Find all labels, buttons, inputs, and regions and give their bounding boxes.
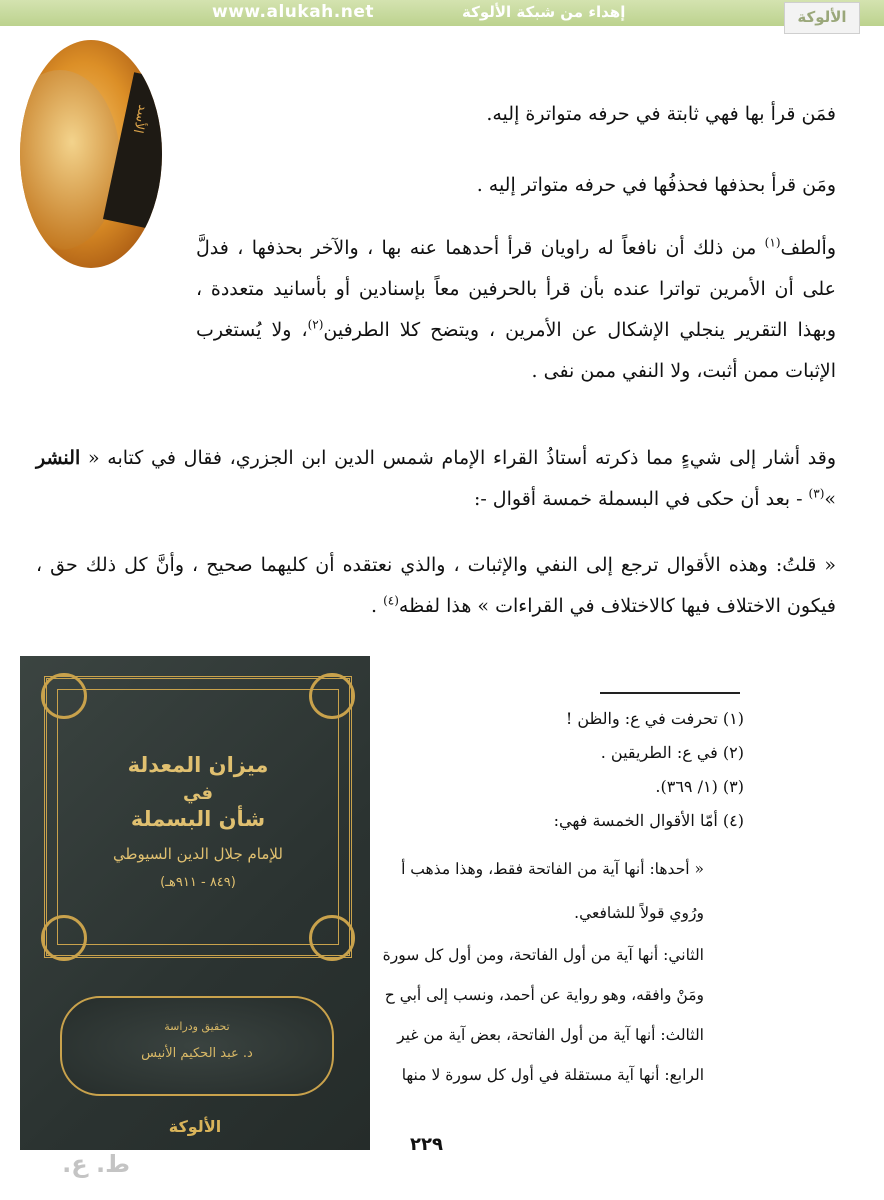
page-number: ٢٢٩ — [410, 1134, 443, 1155]
logo-text: الألوكة — [797, 8, 847, 26]
paragraph-4-end: - بعد أن حكى في البسملة خمسة أقوال -: — [473, 488, 803, 510]
book-dates: (٨٤٩ - ٩١١هـ) — [160, 875, 236, 890]
paragraph-5 — [36, 545, 836, 627]
lion-image — [20, 40, 162, 268]
corner-ornament-icon — [41, 915, 87, 961]
footnote-divider — [600, 692, 740, 694]
alukah-logo — [784, 2, 860, 34]
corner-ornament-icon — [309, 915, 355, 961]
watermark-logo: ط. ع. — [62, 1150, 130, 1178]
footnote-quote-line-4: ومَنْ وافقه، وهو رواية عن أحمد، ونسب إلى أبي ح — [384, 986, 704, 1004]
paragraph-1 — [196, 94, 836, 135]
paragraph-4-quote-close: » — [824, 488, 836, 510]
editor-label: تحقيق ودراسة — [164, 1020, 230, 1033]
book-cover — [20, 656, 370, 1150]
book-author: للإمام جلال الدين السيوطي — [113, 845, 283, 863]
top-banner — [0, 0, 884, 26]
paragraph-4-start: وقد أشار إلى شيءٍ مما ذكرته أستاذُ القراء الإمام شمس الدين ابن الجزري، فقال في كتابه « — [87, 447, 836, 469]
corner-ornament-icon — [309, 673, 355, 719]
paragraph-3-start: وألطف — [780, 237, 836, 259]
editor-plaque — [60, 996, 334, 1096]
book-title-line-1: ميزان المعدلة — [127, 753, 269, 777]
footnote-1: (١) تحرفت في ع: والظن ! — [565, 709, 744, 728]
corner-ornament-icon — [41, 673, 87, 719]
paragraph-3 — [196, 228, 836, 392]
footnote-3: (٣) (١/ ٣٦٩). — [655, 777, 744, 796]
book-title-line-2: في — [183, 783, 213, 804]
book-name-nashr: النشر — [36, 447, 81, 469]
paragraph-5-end: . — [370, 595, 378, 617]
lion-badge-text: الأسد — [129, 103, 151, 135]
paragraph-2 — [196, 165, 836, 206]
footnote-ref-1: (١) — [764, 235, 781, 250]
cover-frame — [44, 676, 352, 958]
editor-name: د. عبد الحكيم الأنيس — [141, 1046, 253, 1061]
footnote-quote-line-2: ورُوي قولاً للشافعي. — [574, 904, 704, 922]
footnote-quote-line-3: الثاني: أنها آية من أول الفاتحة، ومن أول كل سورة — [382, 946, 704, 964]
gift-text: إهداء من شبكة الألوكة — [462, 3, 626, 21]
paragraph-5-quote: « قلتُ: وهذه الأقوال ترجع إلى النفي والإثبات ، والذي نعتقده أن كليهما صحيح ، وأنَّ كل ذلك حق ، فيكون الاختلاف فيها كالاختلاف في القراءات » هذا لفظه — [36, 554, 836, 617]
footnote-ref-4: (٤) — [383, 593, 399, 608]
footnote-quote-line-5: الثالث: أنها آية من أول الفاتحة، بعض آية من غير — [397, 1026, 704, 1044]
publisher-logo: الألوكة — [168, 1117, 222, 1136]
footnote-2: (٢) في ع: الطريقين . — [600, 743, 744, 762]
paragraph-3-body: من ذلك أن نافعاً له راويان قرأ أحدهما عنه بها ، والآخر بحذفها ، فدلَّ على أن الأمرين تواترا عنده بأن قرأ بالحرفين معاً بإسنادين أو بأسانيد متعددة ، وبهذا التقرير ينجلي الإشكال عن الأمرين ، ويتضح كلا الطرفين — [196, 237, 836, 341]
footnote-ref-2: (٢) — [307, 317, 324, 332]
footnote-quote-line-1: « أحدها: أنها آية من الفاتحة فقط، وهذا مذهب أ — [401, 860, 704, 878]
footnote-ref-3: (٣) — [808, 486, 825, 501]
footnote-quote-line-6: الرابع: أنها آية مستقلة في أول كل سورة لا منها — [401, 1066, 704, 1084]
paragraph-2-text: ومَن قرأ بحذفها فحذفُها في حرفه متواتر إليه . — [476, 174, 836, 196]
site-url[interactable]: www.alukah.net — [212, 2, 374, 22]
footnote-4: (٤) أمّا الأقوال الخمسة فهي: — [553, 811, 744, 830]
lion-mane — [20, 70, 120, 250]
paragraph-4 — [36, 438, 836, 520]
paragraph-3-end: ، ولا يُستغرب الإثبات ممن أثبت، ولا النفي ممن نفى . — [196, 319, 836, 382]
paragraph-1-text: فمَن قرأ بها فهي ثابتة في حرفه متواترة إليه. — [486, 103, 836, 125]
book-title-line-3: شأن البسملة — [130, 807, 266, 831]
